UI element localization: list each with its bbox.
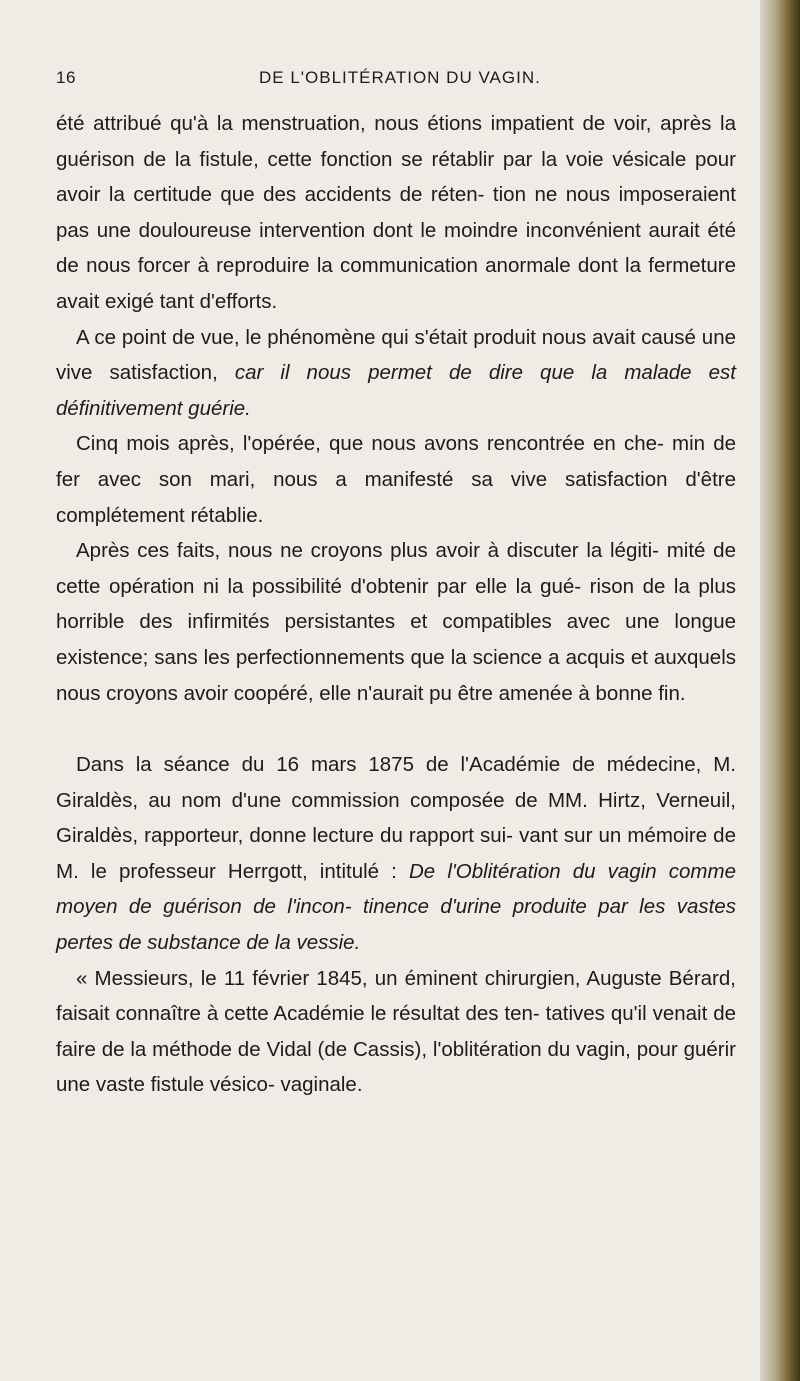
paragraph-4: Après ces faits, nous ne croyons plus avoir à discuter la légiti- mité de cette opération ni la possibilité d'obtenir par elle la gué- rison de la plus horrible des infirmités persistantes et compatibles avec une longue existence; sans les perfectionnements que la science a acquis et auxquels nous croyons avoir coopéré, elle n'aurait pu être amenée à bonne fin. [56,539,736,705]
paragraph-5-text: Dans la séance du 16 mars 1875 de l'Académie de médecine, M. Giraldès, au nom d'une commission composée de MM. Hirtz, Verneuil, Giraldès, rapporteur, donne lecture du rapport sui- vant sur un mémoire de M. le professeur Herrgott, intitulé : [56,753,736,883]
paragraph-1: été attribué qu'à la menstruation, nous étions impatient de voir, après la guérison de la fistule, cette fonction se rétablir par la voie vésicale pour avoir la certitude que des accidents de réten- tion ne nous imposeraient pas une douloureuse intervention dont le moindre inconvénient aurait été de nous forcer à reproduire la communication anormale dont la fermeture avait exigé tant d'efforts. [56,112,736,313]
page-edge [760,0,800,1381]
paragraph-2-italic: car il nous permet de dire que la malade est définitivement guérie. [56,361,736,420]
paragraph-5 [56,747,736,961]
running-title: DE L'OBLITÉRATION DU VAGIN. [259,68,541,87]
page-number: 16 [56,68,76,87]
paragraph-2 [56,320,736,427]
paragraph-6: « Messieurs, le 11 février 1845, un éminent chirurgien, Auguste Bérard, faisait connaître à cette Académie le résultat des ten- tatives qu'il venait de faire de la méthode de Vidal (de Cassis), l'oblitération du vagin, pour guérir une vaste fistule vésico- vaginale. [56,966,736,1097]
body-text [56,106,736,1103]
paragraph-2-text: A ce point de vue, le phénomène qui s'était produit nous avait causé une vive satisfaction, [56,325,736,385]
page-header [56,68,746,98]
paragraph-5-italic: De l'Oblitération du vagin comme moyen de guérison de l'incon- tinence d'urine produite par les vastes pertes de substance de la vessie. [56,859,736,955]
paragraph-3: Cinq mois après, l'opérée, que nous avons rencontrée en che- min de fer avec son mari, nous a manifesté sa vive satisfaction d'être complétement rétablie. [56,432,736,527]
